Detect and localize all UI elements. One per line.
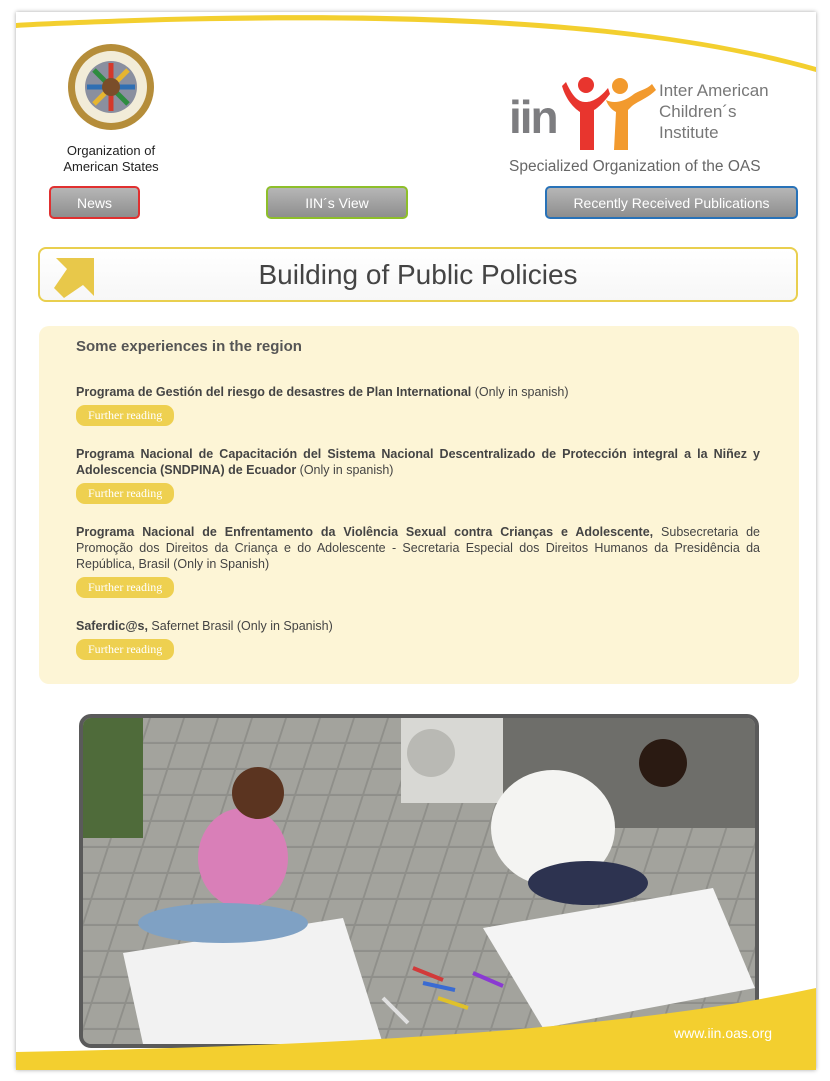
experiences-panel [39,326,799,684]
item-title: Saferdic@s, [76,619,148,633]
list-item [76,384,760,400]
section-heading: Some experiences in the region [76,338,302,355]
bottom-swoosh [16,952,816,1070]
iin-name-line3: Institute [659,123,719,142]
iin-name-line1: Inter American [659,81,769,100]
item-title: Programa de Gestión del riesgo de desastres de Plan International [76,385,472,399]
item-text: Safernet Brasil (Only in Spanish) [147,619,333,633]
item-title: Programa Nacional de Capacitación del Sistema Nacional Descentralizado de Protección integral a la Niñez y Adolescencia (SNDPINA) de Ecuador [76,447,760,477]
list-item [76,524,760,572]
oas-caption-line1: Organization of [66,143,156,158]
list-item [76,446,760,478]
further-reading-button[interactable]: Further reading [76,639,174,660]
children-figures-icon [560,72,660,152]
iin-name-line2: Children´s [659,102,737,121]
item-title: Programa Nacional de Enfrentamento da Violência Sexual contra Crianças e Adolescente, [76,525,654,539]
oas-logo[interactable] [46,42,176,175]
page-frame [16,12,816,1070]
item-text: (Only in spanish) [296,463,394,477]
further-reading-button[interactable]: Further reading [76,483,174,504]
item-text: Subsecretaria de Promoção dos Direitos da Criança e do Adolescente - Secretaria Especial dos Direitos Humanos da Presidência da República, Brasil (Only in Spanish) [76,525,760,571]
oas-caption-line2: American States [63,159,159,174]
iin-view-button[interactable]: IIN´s View [266,186,408,219]
news-button[interactable]: News [49,186,140,219]
page-title-bar [38,247,798,302]
iin-subtitle: Specialized Organization of the OAS [509,158,761,175]
iin-logo[interactable] [506,72,806,182]
further-reading-button[interactable]: Further reading [76,577,174,598]
item-text: (Only in spanish) [471,385,569,399]
further-reading-button[interactable]: Further reading [76,405,174,426]
iin-logo-text: iin [509,91,557,143]
page-title: Building of Public Policies [258,259,578,290]
oas-seal-icon [66,42,156,132]
list-item [76,618,760,634]
footer-url[interactable]: www.iin.oas.org [674,1025,773,1041]
recent-publications-button[interactable]: Recently Received Publications [545,186,798,219]
